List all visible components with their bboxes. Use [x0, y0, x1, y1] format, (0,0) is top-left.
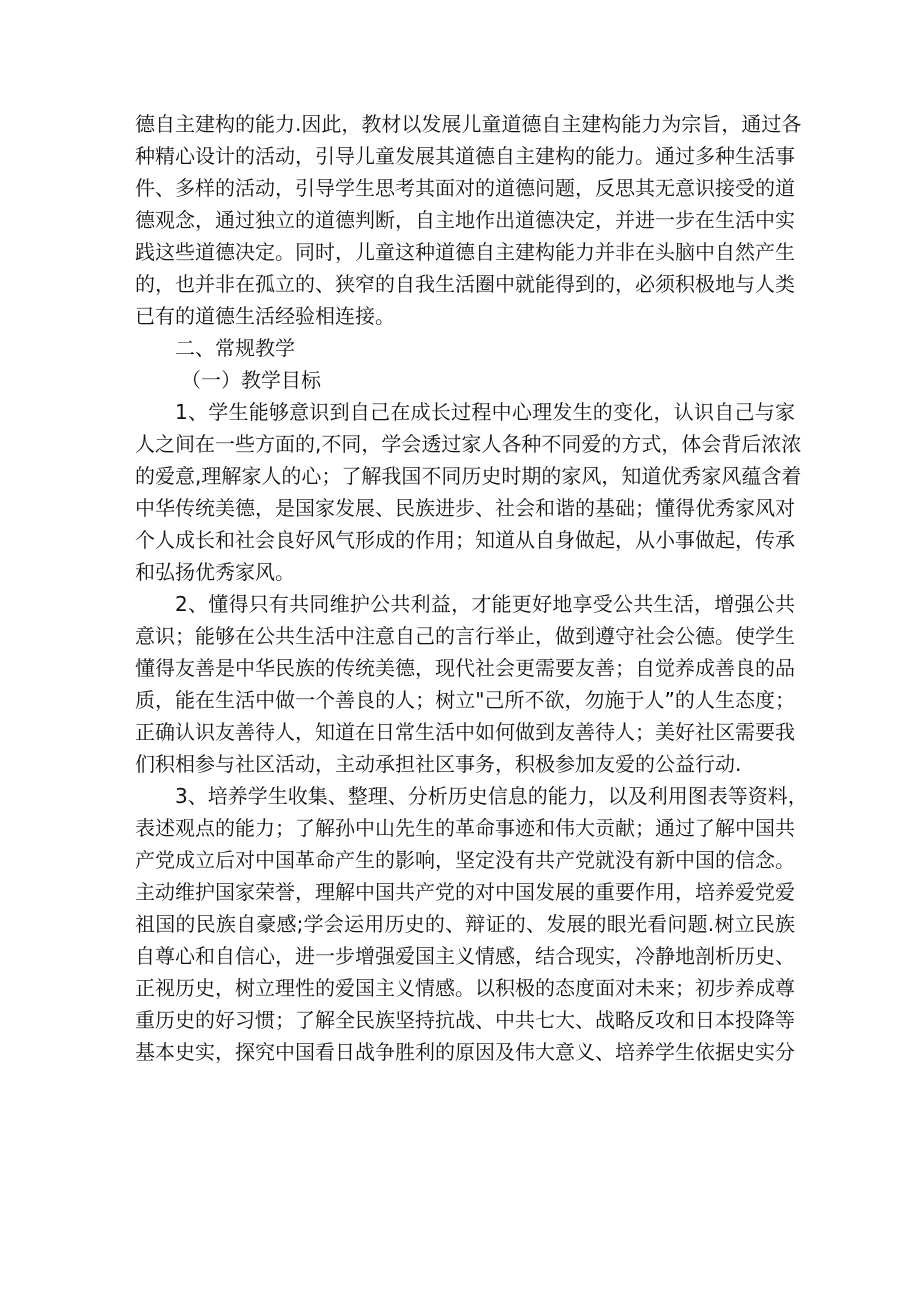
paragraph-line: 的，也并非在孤立的、狭窄的自我生活圈中就能得到的，必须积极地与人类: [135, 272, 795, 296]
paragraph-line: 意识；能够在公共生活中注意自己的言行举止，做到遵守社会公德。使学生: [135, 624, 795, 648]
paragraph-line: 正视历史，树立理性的爱国主义情感。以积极的态度面对未来；初步养成尊: [135, 976, 795, 1000]
paragraph-line: 中华传统美德，是国家发展、民族进步、社会和谐的基础；懂得优秀家风对: [135, 496, 795, 520]
paragraph-line: 产党成立后对中国革命产生的影响，坚定没有共产党就没有新中国的信念。: [135, 848, 795, 872]
paragraph-line: 重历史的好习惯；了解全民族坚持抗战、中共七大、战略反攻和日本投降等: [135, 1008, 795, 1032]
paragraph-line: 正确认识友善待人，知道在日常生活中如何做到友善待人；美好社区需要我: [135, 720, 795, 744]
paragraph-line: 基本史实，探究中国看日战争胜利的原因及伟大意义、培养学生依据史实分: [135, 1040, 795, 1064]
document-page: [135, 108, 808, 1068]
paragraph-line: 的爱意,理解家人的心；了解我国不同历史时期的家风，知道优秀家风蕴含着: [135, 464, 802, 488]
paragraph-line: 个人成长和社会良好风气形成的作用；知道从自身做起，从小事做起，传承: [135, 528, 795, 552]
paragraph-line: 2、懂得只有共同维护公共利益，才能更好地享受公共生活，增强公共: [175, 592, 795, 616]
paragraph-line: 祖国的民族自豪感;学会运用历史的、辩证的、发展的眼光看问题.树立民族: [135, 912, 795, 936]
paragraph-line: 德自主建构的能力.因此，教材以发展儿童道德自主建构能力为宗旨，通过各: [135, 112, 802, 136]
paragraph-line: 1、学生能够意识到自己在成长过程中心理发生的变化，认识自己与家: [175, 400, 795, 424]
paragraph-line: 和弘扬优秀家风。: [135, 560, 295, 584]
paragraph-line: 人之间在一些方面的,不同，学会透过家人各种不同爱的方式，体会背后浓浓: [135, 432, 802, 456]
paragraph-line: 件、多样的活动，引导学生思考其面对的道德问题，反思其无意识接受的道: [135, 176, 795, 200]
paragraph-line: 已有的道德生活经验相连接。: [135, 304, 395, 328]
paragraph-line: 表述观点的能力；了解孙中山先生的革命事迹和伟大贡献；通过了解中国共: [135, 816, 795, 840]
paragraph-line: 质，能在生活中做一个善良的人；树立"己所不欲，勿施于人”的人生态度；: [135, 688, 795, 712]
paragraph-line: 3、培养学生收集、整理、分析历史信息的能力，以及利用图表等资料，: [175, 784, 808, 808]
paragraph-line: 自尊心和自信心，进一步增强爱国主义情感，结合现实，冷静地剖析历史、: [135, 944, 795, 968]
paragraph-line: 们积相参与社区活动，主动承担社区事务，积极参加友爱的公益行动.: [135, 752, 742, 776]
paragraph-line: 主动维护国家荣誉，理解中国共产党的对中国发展的重要作用，培养爱党爱: [135, 880, 795, 904]
paragraph-line: 懂得友善是中华民族的传统美德，现代社会更需要友善；自觉养成善良的品: [135, 656, 795, 680]
section-heading: 二、常规教学: [175, 336, 295, 360]
subsection-heading: （一）教学目标: [181, 368, 321, 392]
paragraph-line: 践这些道德决定。同时，儿童这种道德自主建构能力并非在头脑中自然产生: [135, 240, 795, 264]
paragraph-line: 种精心设计的活动，引导儿童发展其道德自主建构的能力。通过多种生活事: [135, 144, 795, 168]
paragraph-line: 德观念，通过独立的道德判断，自主地作出道德决定，并进一步在生活中实: [135, 208, 795, 232]
